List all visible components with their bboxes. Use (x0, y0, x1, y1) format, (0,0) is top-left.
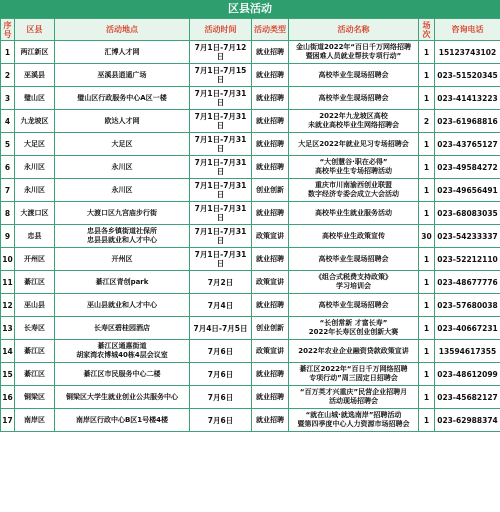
row-no: 10 (1, 248, 15, 271)
row-name: 金山街道2022年“百日千万网络招聘 暨困难人员就业帮扶专项行动” (289, 41, 419, 64)
row-phone: 023-40667231 (435, 317, 500, 340)
page-title: 区县活动 (0, 0, 500, 18)
table-row (1, 271, 500, 294)
table-row (1, 87, 500, 110)
row-phone: 023-41413223 (435, 87, 500, 110)
row-phone: 023-48677776 (435, 271, 500, 294)
col-header-time: 活动时间 (190, 19, 252, 41)
table-row (1, 225, 500, 248)
row-type: 政策宣讲 (252, 271, 289, 294)
row-type: 就业招聘 (252, 409, 289, 432)
row-phone: 023-51520345 (435, 64, 500, 87)
row-no: 3 (1, 87, 15, 110)
row-type: 就业招聘 (252, 133, 289, 156)
row-location: 巫山县就业和人才中心 (55, 294, 190, 317)
row-time: 7月1日-7月31日 (190, 156, 252, 179)
row-name: 2022年九龙坡区高校 未就业高校毕业生网络招聘会 (289, 110, 419, 133)
row-type: 就业招聘 (252, 87, 289, 110)
row-phone: 023-68083035 (435, 202, 500, 225)
row-district: 綦江区 (15, 363, 55, 386)
row-type: 就业招聘 (252, 41, 289, 64)
row-name: 高校毕业生现场招聘会 (289, 294, 419, 317)
row-sessions: 1 (419, 41, 435, 64)
row-time: 7月6日 (190, 340, 252, 363)
row-sessions: 1 (419, 179, 435, 202)
col-header-phone: 咨询电话 (435, 19, 500, 41)
row-type: 就业招聘 (252, 386, 289, 409)
row-phone: 023-57680038 (435, 294, 500, 317)
row-time: 7月1日-7月31日 (190, 179, 252, 202)
row-district: 璧山区 (15, 87, 55, 110)
row-time: 7月4日-7月5日 (190, 317, 252, 340)
row-type: 就业招聘 (252, 202, 289, 225)
row-no: 14 (1, 340, 15, 363)
row-time: 7月1日-7月15日 (190, 64, 252, 87)
row-type: 创业创新 (252, 179, 289, 202)
row-district: 九龙坡区 (15, 110, 55, 133)
row-phone: 023-52212110 (435, 248, 500, 271)
row-location: 长寿区碧桂园酒店 (55, 317, 190, 340)
row-sessions: 1 (419, 202, 435, 225)
col-header-sessions: 场次 (419, 19, 435, 41)
row-sessions: 30 (419, 225, 435, 248)
row-no: 8 (1, 202, 15, 225)
row-sessions: 1 (419, 156, 435, 179)
table-row (1, 64, 500, 87)
row-time: 7月1日-7月31日 (190, 225, 252, 248)
row-phone: 023-45682127 (435, 386, 500, 409)
row-sessions: 1 (419, 340, 435, 363)
row-no: 9 (1, 225, 15, 248)
table-row (1, 363, 500, 386)
col-header-location: 活动地点 (55, 19, 190, 41)
col-header-district: 区县 (15, 19, 55, 41)
table-row (1, 133, 500, 156)
row-location: 大足区 (55, 133, 190, 156)
row-district: 巫山县 (15, 294, 55, 317)
row-name: “就在山城·就选南岸”招聘活动 暨第四季度中心人力资源市场招聘会 (289, 409, 419, 432)
row-district: 永川区 (15, 156, 55, 179)
table-row (1, 340, 500, 363)
table-row (1, 41, 500, 64)
row-location: 永川区 (55, 156, 190, 179)
row-sessions: 1 (419, 87, 435, 110)
row-location: 大渡口区九宫庙步行街 (55, 202, 190, 225)
row-district: 南岸区 (15, 409, 55, 432)
row-type: 就业招聘 (252, 156, 289, 179)
row-phone: 023-62988374 (435, 409, 500, 432)
row-sessions: 1 (419, 271, 435, 294)
row-time: 7月1日-7月31日 (190, 110, 252, 133)
row-time: 7月1日-7月12日 (190, 41, 252, 64)
row-location: 綦江区通惠街道 胡家湾农博城40栋4层会议室 (55, 340, 190, 363)
row-no: 7 (1, 179, 15, 202)
row-time: 7月6日 (190, 409, 252, 432)
row-name: “长创常新 才富长寿” 2022年长寿区创业创新大赛 (289, 317, 419, 340)
row-location: 开州区 (55, 248, 190, 271)
col-header-type: 活动类型 (252, 19, 289, 41)
row-phone: 023-61968816 (435, 110, 500, 133)
row-name: 綦江区2022年“百日千万网络招聘 专项行动”周三固定日招聘会 (289, 363, 419, 386)
table-row (1, 202, 500, 225)
row-type: 就业招聘 (252, 110, 289, 133)
row-name: 重庆市川南渝西创业联盟 数字经济专委会成立大会活动 (289, 179, 419, 202)
row-sessions: 1 (419, 64, 435, 87)
col-header-name: 活动名称 (289, 19, 419, 41)
row-no: 2 (1, 64, 15, 87)
row-time: 7月6日 (190, 363, 252, 386)
row-location: 璧山区行政服务中心A区一楼 (55, 87, 190, 110)
row-location: 巫溪县逍遥广场 (55, 64, 190, 87)
row-district: 綦江区 (15, 340, 55, 363)
row-type: 政策宣讲 (252, 225, 289, 248)
row-location: 汇博人才网 (55, 41, 190, 64)
row-time: 7月1日-7月31日 (190, 248, 252, 271)
table-row (1, 179, 500, 202)
table-row (1, 386, 500, 409)
row-phone: 023-49584272 (435, 156, 500, 179)
row-no: 1 (1, 41, 15, 64)
row-no: 5 (1, 133, 15, 156)
row-district: 两江新区 (15, 41, 55, 64)
row-time: 7月1日-7月31日 (190, 87, 252, 110)
row-location: 綦江区市民服务中心二楼 (55, 363, 190, 386)
row-name: 高校毕业生政策宣传 (289, 225, 419, 248)
row-name: 高校毕业生现场招聘会 (289, 248, 419, 271)
row-district: 綦江区 (15, 271, 55, 294)
row-name: “大创慧谷·职在必得” 高校毕业生专场招聘活动 (289, 156, 419, 179)
row-sessions: 1 (419, 133, 435, 156)
row-district: 永川区 (15, 179, 55, 202)
row-sessions: 1 (419, 294, 435, 317)
row-sessions: 1 (419, 386, 435, 409)
table-row (1, 248, 500, 271)
row-sessions: 1 (419, 409, 435, 432)
row-phone: 023-54233337 (435, 225, 500, 248)
row-type: 就业招聘 (252, 248, 289, 271)
row-phone: 023-43765127 (435, 133, 500, 156)
row-type: 就业招聘 (252, 363, 289, 386)
row-location: 南岸区行政中心B区1号楼4楼 (55, 409, 190, 432)
row-district: 铜梁区 (15, 386, 55, 409)
row-time: 7月1日-7月31日 (190, 133, 252, 156)
row-location: 铜梁区大学生就业创业公共服务中心 (55, 386, 190, 409)
row-district: 大渡口区 (15, 202, 55, 225)
table-row (1, 317, 500, 340)
row-time: 7月4日 (190, 294, 252, 317)
row-no: 15 (1, 363, 15, 386)
row-name: 高校毕业生就业服务活动 (289, 202, 419, 225)
row-no: 16 (1, 386, 15, 409)
row-phone: 023-48612099 (435, 363, 500, 386)
row-phone: 15123743102 (435, 41, 500, 64)
table-row (1, 409, 500, 432)
row-district: 开州区 (15, 248, 55, 271)
activity-table (0, 18, 500, 432)
table-row (1, 294, 500, 317)
row-location: 永川区 (55, 179, 190, 202)
row-type: 就业招聘 (252, 294, 289, 317)
row-type: 创业创新 (252, 317, 289, 340)
row-no: 6 (1, 156, 15, 179)
table-row (1, 156, 500, 179)
row-district: 大足区 (15, 133, 55, 156)
row-location: 綦江区青创park (55, 271, 190, 294)
row-name: 2022年农业企业融资贷款政策宣讲 (289, 340, 419, 363)
row-no: 12 (1, 294, 15, 317)
row-name: 《组合式税费支持政策》 学习培训会 (289, 271, 419, 294)
row-name: 高校毕业生现场招聘会 (289, 64, 419, 87)
row-district: 忠县 (15, 225, 55, 248)
row-name: 高校毕业生现场招聘会 (289, 87, 419, 110)
row-district: 巫溪县 (15, 64, 55, 87)
row-type: 就业招聘 (252, 64, 289, 87)
row-no: 17 (1, 409, 15, 432)
row-sessions: 1 (419, 317, 435, 340)
row-no: 11 (1, 271, 15, 294)
row-district: 长寿区 (15, 317, 55, 340)
table-row (1, 110, 500, 133)
row-phone: 13594617355 (435, 340, 500, 363)
row-location: 欧达人才网 (55, 110, 190, 133)
row-name: “百万英才兴重庆”民营企业招聘月 活动现场招聘会 (289, 386, 419, 409)
row-sessions: 1 (419, 363, 435, 386)
row-sessions: 2 (419, 110, 435, 133)
row-location: 忠县各乡镇街道社保所 忠县县就业和人才中心 (55, 225, 190, 248)
row-time: 7月6日 (190, 386, 252, 409)
row-time: 7月2日 (190, 271, 252, 294)
row-sessions: 1 (419, 248, 435, 271)
table-header-row (1, 19, 500, 41)
col-header-no: 序号 (1, 19, 15, 41)
row-phone: 023-49656491 (435, 179, 500, 202)
row-type: 政策宣讲 (252, 340, 289, 363)
row-time: 7月1日-7月31日 (190, 202, 252, 225)
row-no: 4 (1, 110, 15, 133)
row-no: 13 (1, 317, 15, 340)
row-name: 大足区2022年就业见习专场招聘会 (289, 133, 419, 156)
